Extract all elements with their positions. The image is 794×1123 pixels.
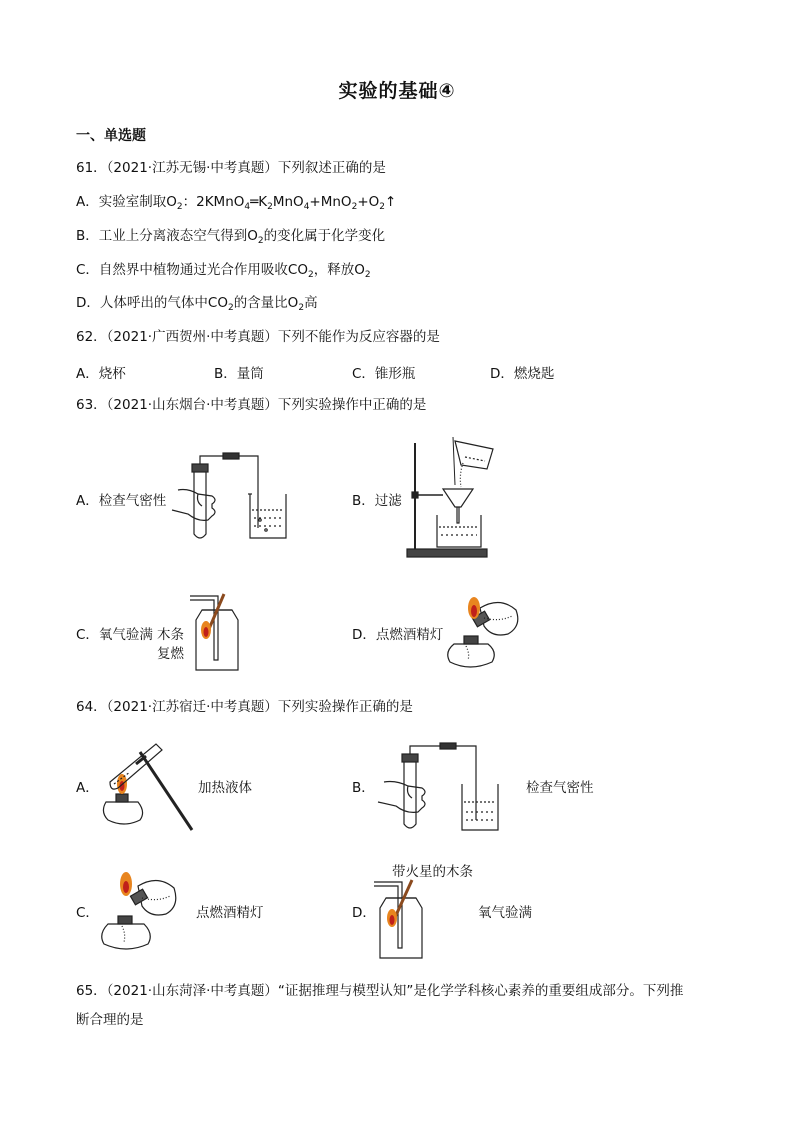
q65-line-2: 断合理的是	[76, 1012, 144, 1028]
gas-bottle-icon	[188, 590, 248, 672]
q61-stem: 61．（2021·江苏无锡·中考真题）下列叙述正确的是	[76, 160, 386, 176]
q63-option-a: A．检查气密性	[76, 493, 167, 509]
q62-stem: 62．（2021·广西贺州·中考真题）下列不能作为反应容器的是	[76, 329, 440, 345]
q64-option-c: C．	[76, 905, 99, 921]
alcohol-lamp-icon	[440, 588, 528, 672]
test-tube-hand-icon	[168, 450, 298, 545]
q64-d-label: 氧气验满	[478, 905, 532, 921]
q63-stem: 63．（2021·山东烟台·中考真题）下列实验操作中正确的是	[76, 397, 427, 413]
page-title: 实验的基础④	[338, 80, 456, 102]
q64-d-top-label: 带火星的木条	[392, 864, 473, 880]
filter-stand-icon	[405, 435, 515, 560]
q64-option-d: D．	[352, 905, 376, 921]
q64-option-b: B．	[352, 780, 375, 796]
q63-option-d: D．点燃酒精灯	[352, 627, 444, 643]
q63-option-c: C．氧气验满	[76, 627, 153, 643]
q62-option-c: C．锥形瓶	[352, 366, 416, 382]
q65-line-1: 65．（2021·山东菏泽·中考真题）“证据推理与模型认知”是化学学科核心素养的重要组成部分。下列推	[76, 983, 684, 999]
q63-c-note-reignite: 复燃	[157, 646, 184, 662]
q64-stem: 64．（2021·江苏宿迁·中考真题）下列实验操作正确的是	[76, 699, 413, 715]
q61-option-c: C．自然界中植物通过光合作用吸收$CO_2$，释放$O_2$	[76, 262, 371, 280]
q63-c-note-wood: 木条	[157, 627, 184, 643]
section-heading: 一、单选题	[76, 128, 146, 144]
gas-bottle-icon	[370, 876, 432, 960]
test-tube-hand-icon	[376, 742, 506, 834]
q62-option-a: A．烧杯	[76, 366, 126, 382]
q62-option-b: B．量筒	[214, 366, 264, 382]
q61-option-a: A．实验室制取$O_2$：$2KMnO_4═K_2MnO_4+MnO_2+O_2↑$	[76, 194, 397, 212]
q64-b-label: 检查气密性	[526, 780, 594, 796]
q64-a-label: 加热液体	[198, 780, 252, 796]
q61-option-b: B．工业上分离液态空气得到$O_2$的变化属于化学变化	[76, 228, 386, 246]
q61-option-d: D．人体呼出的气体中$CO_2$的含量比$O_2$高	[76, 295, 318, 313]
q63-option-b: B．过滤	[352, 493, 402, 509]
q62-option-d: D．燃烧匙	[490, 366, 555, 382]
alcohol-lamp-icon	[96, 866, 184, 954]
heating-tube-icon	[96, 738, 200, 836]
q64-option-a: A．	[76, 780, 99, 796]
q64-c-label: 点燃酒精灯	[196, 905, 264, 921]
